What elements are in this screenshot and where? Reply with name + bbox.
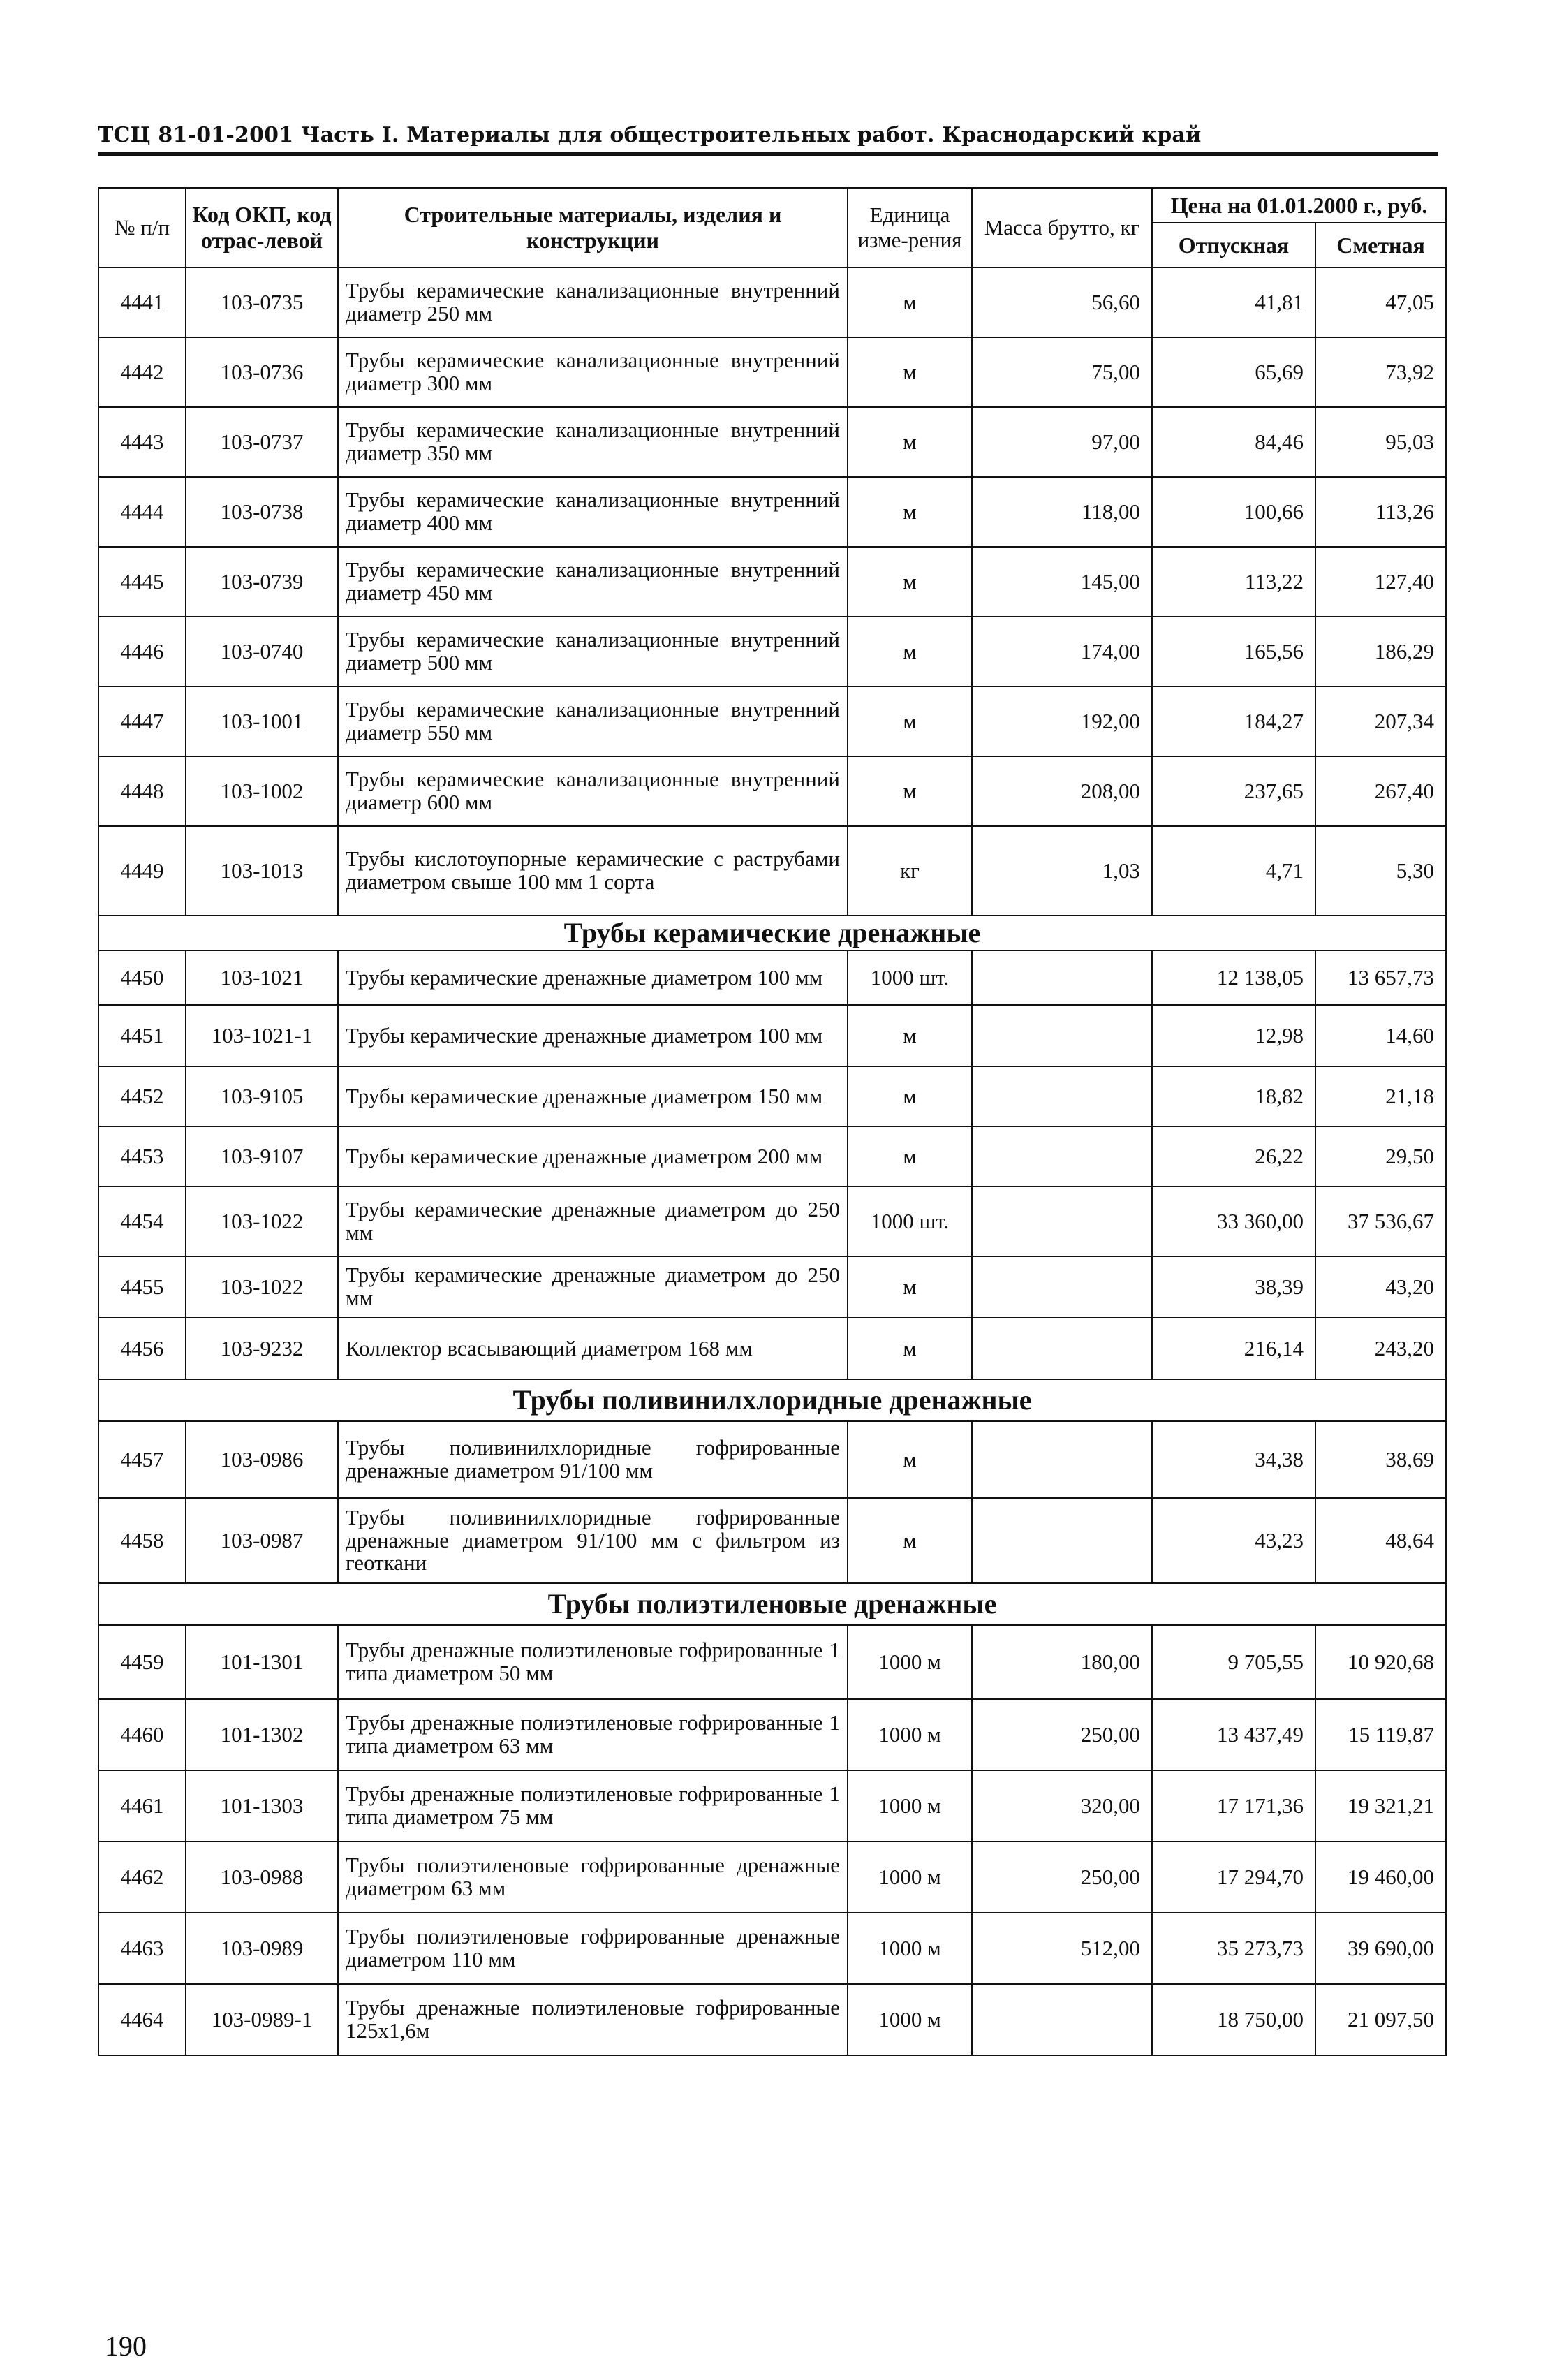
row-unit: м (848, 547, 972, 617)
row-unit: 1000 м (848, 1770, 972, 1842)
row-mass: 250,00 (972, 1842, 1152, 1913)
row-release-price: 18 750,00 (1152, 1984, 1315, 2055)
row-unit: кг (848, 826, 972, 916)
row-release-price: 17 294,70 (1152, 1842, 1315, 1913)
row-description: Трубы поливинилхлоридные гофрированные дренажные диаметром 91/100 мм (338, 1421, 848, 1498)
header-unit: Единица изме-рения (848, 188, 972, 267)
row-estimate-price: 21 097,50 (1315, 1984, 1446, 2055)
row-mass (972, 1256, 1152, 1318)
row-release-price: 4,71 (1152, 826, 1315, 916)
row-mass (972, 1126, 1152, 1187)
row-mass: 145,00 (972, 547, 1152, 617)
row-release-price: 38,39 (1152, 1256, 1315, 1318)
row-description: Трубы керамические канализационные внутренний диаметр 400 мм (338, 477, 848, 547)
row-estimate-price: 19 321,21 (1315, 1770, 1446, 1842)
row-num: 4453 (98, 1126, 186, 1187)
table-row (98, 826, 1446, 916)
row-code: 103-0737 (186, 407, 338, 477)
row-release-price: 43,23 (1152, 1498, 1315, 1583)
row-estimate-price: 43,20 (1315, 1256, 1446, 1318)
row-estimate-price: 243,20 (1315, 1318, 1446, 1379)
row-unit: м (848, 756, 972, 826)
row-code: 103-0986 (186, 1421, 338, 1498)
row-code: 103-0740 (186, 617, 338, 686)
row-estimate-price: 5,30 (1315, 826, 1446, 916)
row-unit: м (848, 407, 972, 477)
row-estimate-price: 13 657,73 (1315, 950, 1446, 1005)
table-row (98, 1842, 1446, 1913)
row-mass: 75,00 (972, 337, 1152, 407)
table-row (98, 1421, 1446, 1498)
header-code: Код ОКП, код отрас-левой (186, 188, 338, 267)
row-description: Трубы керамические канализационные внутренний диаметр 550 мм (338, 686, 848, 756)
row-estimate-price: 47,05 (1315, 267, 1446, 337)
row-mass: 97,00 (972, 407, 1152, 477)
row-code: 101-1303 (186, 1770, 338, 1842)
row-release-price: 84,46 (1152, 407, 1315, 477)
table-row (98, 1066, 1446, 1126)
row-estimate-price: 29,50 (1315, 1126, 1446, 1187)
header-rule (98, 152, 1438, 156)
row-num: 4459 (98, 1625, 186, 1699)
row-description: Трубы керамические канализационные внутренний диаметр 450 мм (338, 547, 848, 617)
table-row (98, 756, 1446, 826)
table-row (98, 617, 1446, 686)
section-heading-pvc (98, 1379, 1446, 1421)
row-mass: 180,00 (972, 1625, 1152, 1699)
row-code: 103-0739 (186, 547, 338, 617)
row-num: 4443 (98, 407, 186, 477)
row-description: Трубы керамические канализационные внутренний диаметр 300 мм (338, 337, 848, 407)
row-num: 4457 (98, 1421, 186, 1498)
row-unit: 1000 шт. (848, 950, 972, 1005)
row-code: 103-9105 (186, 1066, 338, 1126)
table-row (98, 1318, 1446, 1379)
row-release-price: 34,38 (1152, 1421, 1315, 1498)
row-mass: 56,60 (972, 267, 1152, 337)
row-description: Трубы керамические канализационные внутренний диаметр 600 мм (338, 756, 848, 826)
row-mass: 1,03 (972, 826, 1152, 916)
row-num: 4444 (98, 477, 186, 547)
row-mass: 320,00 (972, 1770, 1152, 1842)
row-code: 103-0989 (186, 1913, 338, 1984)
row-unit: 1000 м (848, 1625, 972, 1699)
row-release-price: 35 273,73 (1152, 1913, 1315, 1984)
row-code: 103-1002 (186, 756, 338, 826)
row-estimate-price: 207,34 (1315, 686, 1446, 756)
row-num: 4455 (98, 1256, 186, 1318)
row-estimate-price: 10 920,68 (1315, 1625, 1446, 1699)
table-row (98, 1498, 1446, 1583)
row-description: Трубы поливинилхлоридные гофрированные дренажные диаметром 91/100 мм с фильтром из геоткани (338, 1498, 848, 1583)
row-code: 103-1022 (186, 1256, 338, 1318)
row-unit: м (848, 1126, 972, 1187)
row-mass (972, 950, 1152, 1005)
row-estimate-price: 267,40 (1315, 756, 1446, 826)
row-code: 103-0738 (186, 477, 338, 547)
row-num: 4458 (98, 1498, 186, 1583)
row-code: 103-1013 (186, 826, 338, 916)
row-release-price: 41,81 (1152, 267, 1315, 337)
row-mass (972, 1187, 1152, 1256)
section-title: Трубы полиэтиленовые дренажные (98, 1583, 1446, 1625)
table-row (98, 950, 1446, 1005)
section-heading-ceramic (98, 916, 1446, 950)
row-code: 103-0988 (186, 1842, 338, 1913)
table-row (98, 337, 1446, 407)
row-description: Трубы дренажные полиэтиленовые гофрированные 125х1,6м (338, 1984, 848, 2055)
row-unit: м (848, 1256, 972, 1318)
table-row (98, 547, 1446, 617)
row-code: 103-0736 (186, 337, 338, 407)
table-row (98, 1005, 1446, 1066)
row-release-price: 18,82 (1152, 1066, 1315, 1126)
row-code: 103-1021-1 (186, 1005, 338, 1066)
row-estimate-price: 19 460,00 (1315, 1842, 1446, 1913)
row-mass: 192,00 (972, 686, 1152, 756)
row-unit: 1000 шт. (848, 1187, 972, 1256)
row-num: 4447 (98, 686, 186, 756)
row-num: 4441 (98, 267, 186, 337)
row-estimate-price: 48,64 (1315, 1498, 1446, 1583)
price-table (98, 187, 1447, 2056)
row-release-price: 237,65 (1152, 756, 1315, 826)
section-title: Трубы поливинилхлоридные дренажные (98, 1379, 1446, 1421)
row-code: 103-9232 (186, 1318, 338, 1379)
table-body (98, 267, 1446, 2055)
table-row (98, 407, 1446, 477)
row-code: 101-1301 (186, 1625, 338, 1699)
row-description: Трубы полиэтиленовые гофрированные дренажные диаметром 63 мм (338, 1842, 848, 1913)
table-row (98, 1699, 1446, 1770)
header-release-price: Отпускная (1152, 223, 1315, 267)
row-mass: 118,00 (972, 477, 1152, 547)
row-estimate-price: 38,69 (1315, 1421, 1446, 1498)
row-estimate-price: 14,60 (1315, 1005, 1446, 1066)
row-unit: 1000 м (848, 1984, 972, 2055)
table-row (98, 267, 1446, 337)
table-row (98, 686, 1446, 756)
row-code: 103-0735 (186, 267, 338, 337)
row-release-price: 13 437,49 (1152, 1699, 1315, 1770)
row-num: 4452 (98, 1066, 186, 1126)
row-unit: м (848, 337, 972, 407)
row-unit: м (848, 477, 972, 547)
row-num: 4442 (98, 337, 186, 407)
row-num: 4451 (98, 1005, 186, 1066)
header-material: Строительные материалы, изделия и конструкции (338, 188, 848, 267)
row-mass: 174,00 (972, 617, 1152, 686)
row-description: Коллектор всасывающий диаметром 168 мм (338, 1318, 848, 1379)
row-num: 4448 (98, 756, 186, 826)
table-row (98, 1984, 1446, 2055)
row-code: 101-1302 (186, 1699, 338, 1770)
row-release-price: 184,27 (1152, 686, 1315, 756)
row-code: 103-1022 (186, 1187, 338, 1256)
row-num: 4446 (98, 617, 186, 686)
row-estimate-price: 39 690,00 (1315, 1913, 1446, 1984)
header-price-group: Цена на 01.01.2000 г., руб. (1152, 188, 1446, 223)
row-code: 103-0987 (186, 1498, 338, 1583)
table-row (98, 1770, 1446, 1842)
row-estimate-price: 15 119,87 (1315, 1699, 1446, 1770)
section-heading-pe (98, 1583, 1446, 1625)
row-mass (972, 1066, 1152, 1126)
row-release-price: 165,56 (1152, 617, 1315, 686)
row-num: 4462 (98, 1842, 186, 1913)
row-description: Трубы керамические канализационные внутренний диаметр 500 мм (338, 617, 848, 686)
row-unit: м (848, 1498, 972, 1583)
row-unit: м (848, 1005, 972, 1066)
row-unit: 1000 м (848, 1913, 972, 1984)
page-header: ТСЦ 81-01-2001 Часть I. Материалы для общестроительных работ. Краснодарский край (98, 123, 1202, 147)
row-release-price: 33 360,00 (1152, 1187, 1315, 1256)
table-row (98, 1256, 1446, 1318)
row-num: 4463 (98, 1913, 186, 1984)
row-mass (972, 1318, 1152, 1379)
row-unit: м (848, 1421, 972, 1498)
row-estimate-price: 113,26 (1315, 477, 1446, 547)
row-mass: 250,00 (972, 1699, 1152, 1770)
row-estimate-price: 73,92 (1315, 337, 1446, 407)
row-description: Трубы керамические дренажные диаметром до 250 мм (338, 1187, 848, 1256)
table-row (98, 1625, 1446, 1699)
row-code: 103-9107 (186, 1126, 338, 1187)
row-num: 4445 (98, 547, 186, 617)
row-release-price: 26,22 (1152, 1126, 1315, 1187)
row-unit: 1000 м (848, 1842, 972, 1913)
row-num: 4464 (98, 1984, 186, 2055)
row-description: Трубы полиэтиленовые гофрированные дренажные диаметром 110 мм (338, 1913, 848, 1984)
row-description: Трубы керамические дренажные диаметром до 250 мм (338, 1256, 848, 1318)
row-release-price: 17 171,36 (1152, 1770, 1315, 1842)
row-estimate-price: 95,03 (1315, 407, 1446, 477)
row-num: 4449 (98, 826, 186, 916)
row-estimate-price: 186,29 (1315, 617, 1446, 686)
row-mass (972, 1984, 1152, 2055)
row-mass (972, 1005, 1152, 1066)
page-number: 190 (105, 2330, 147, 2362)
row-release-price: 12,98 (1152, 1005, 1315, 1066)
row-release-price: 9 705,55 (1152, 1625, 1315, 1699)
row-mass: 512,00 (972, 1913, 1152, 1984)
row-estimate-price: 21,18 (1315, 1066, 1446, 1126)
row-description: Трубы керамические канализационные внутренний диаметр 350 мм (338, 407, 848, 477)
row-unit: м (848, 267, 972, 337)
row-unit: 1000 м (848, 1699, 972, 1770)
header-num: № п/п (98, 188, 186, 267)
row-estimate-price: 127,40 (1315, 547, 1446, 617)
row-release-price: 65,69 (1152, 337, 1315, 407)
row-unit: м (848, 1066, 972, 1126)
table-row (98, 1187, 1446, 1256)
row-estimate-price: 37 536,67 (1315, 1187, 1446, 1256)
row-unit: м (848, 1318, 972, 1379)
row-description: Трубы керамические дренажные диаметром 100 мм (338, 950, 848, 1005)
row-release-price: 100,66 (1152, 477, 1315, 547)
table-row (98, 1913, 1446, 1984)
row-release-price: 12 138,05 (1152, 950, 1315, 1005)
row-code: 103-0989-1 (186, 1984, 338, 2055)
row-release-price: 113,22 (1152, 547, 1315, 617)
row-description: Трубы дренажные полиэтиленовые гофрированные 1 типа диаметром 63 мм (338, 1699, 848, 1770)
row-description: Трубы керамические канализационные внутренний диаметр 250 мм (338, 267, 848, 337)
row-mass (972, 1421, 1152, 1498)
row-description: Трубы керамические дренажные диаметром 150 мм (338, 1066, 848, 1126)
header-estimate-price: Сметная (1315, 223, 1446, 267)
row-code: 103-1001 (186, 686, 338, 756)
row-num: 4461 (98, 1770, 186, 1842)
table-row (98, 477, 1446, 547)
row-description: Трубы дренажные полиэтиленовые гофрированные 1 типа диаметром 75 мм (338, 1770, 848, 1842)
row-description: Трубы дренажные полиэтиленовые гофрированные 1 типа диаметром 50 мм (338, 1625, 848, 1699)
row-code: 103-1021 (186, 950, 338, 1005)
row-description: Трубы керамические дренажные диаметром 100 мм (338, 1005, 848, 1066)
row-unit: м (848, 686, 972, 756)
row-num: 4450 (98, 950, 186, 1005)
section-title: Трубы керамические дренажные (98, 916, 1446, 950)
row-num: 4454 (98, 1187, 186, 1256)
row-mass: 208,00 (972, 756, 1152, 826)
table-row (98, 1126, 1446, 1187)
row-num: 4460 (98, 1699, 186, 1770)
header-mass: Масса брутто, кг (972, 188, 1152, 267)
row-release-price: 216,14 (1152, 1318, 1315, 1379)
row-unit: м (848, 617, 972, 686)
row-mass (972, 1498, 1152, 1583)
row-description: Трубы керамические дренажные диаметром 200 мм (338, 1126, 848, 1187)
row-num: 4456 (98, 1318, 186, 1379)
row-description: Трубы кислотоупорные керамические с раструбами диаметром свыше 100 мм 1 сорта (338, 826, 848, 916)
